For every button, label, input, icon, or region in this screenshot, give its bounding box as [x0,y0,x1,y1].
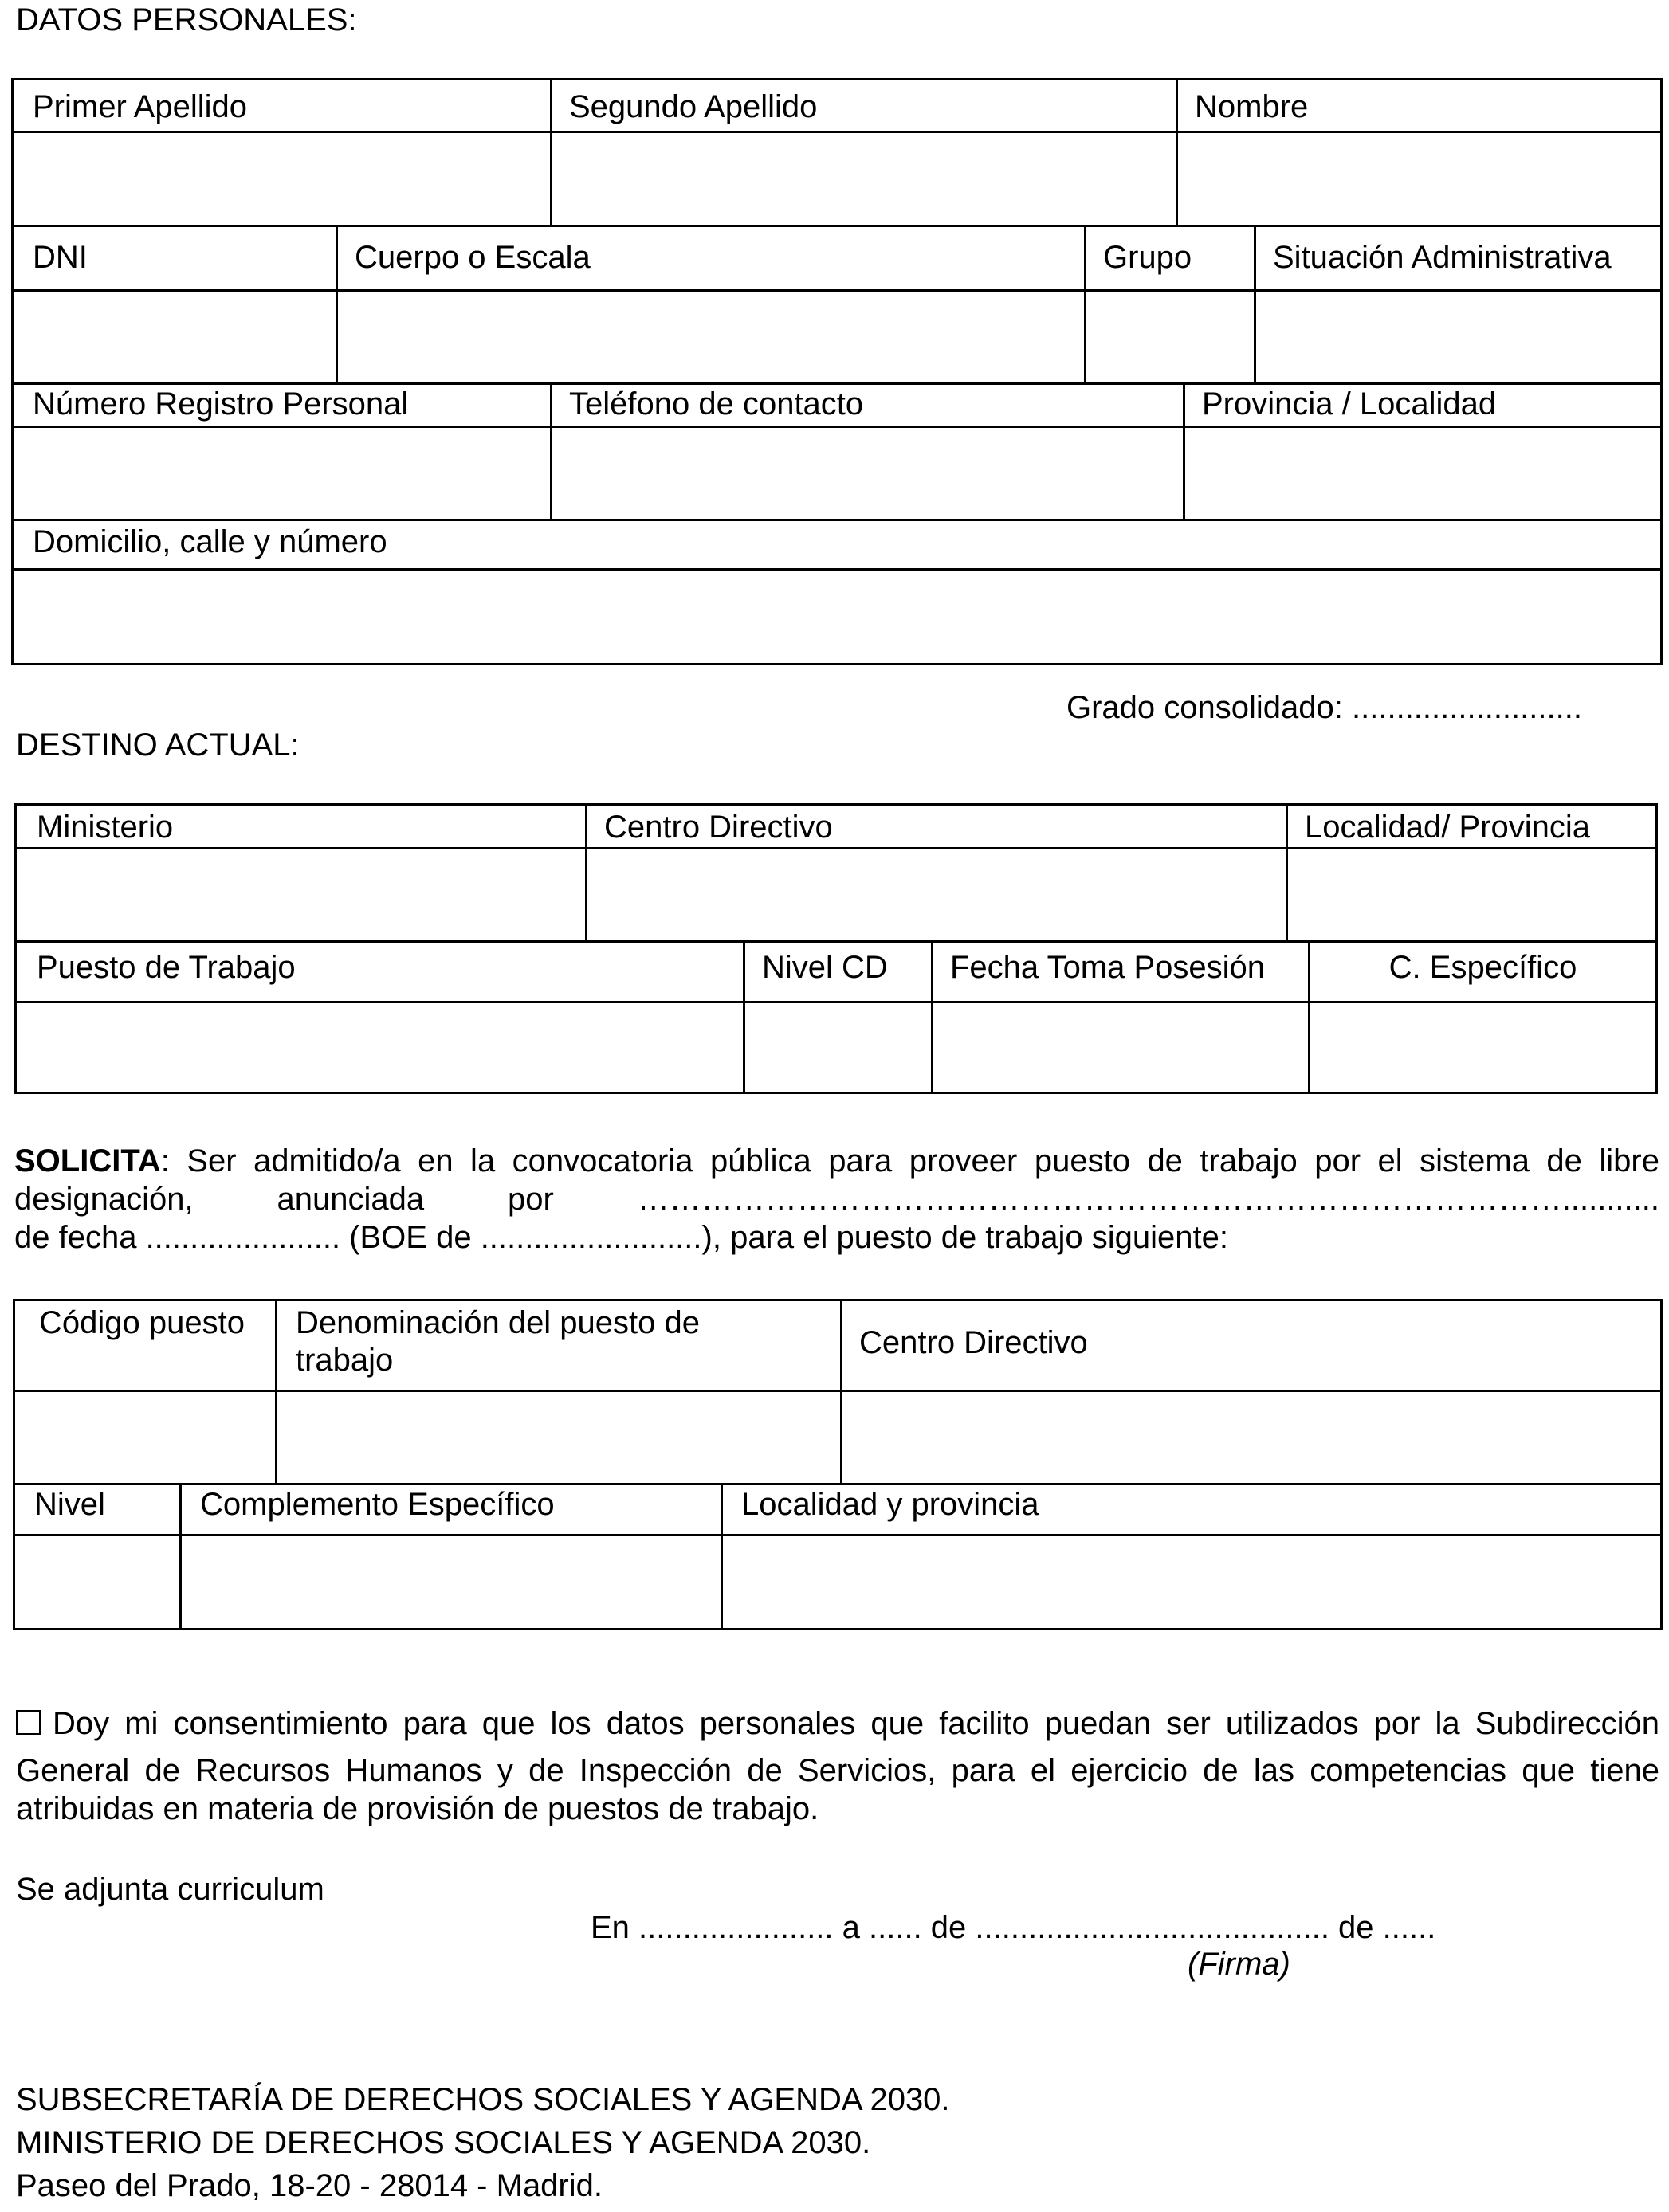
nivel-cd-label: Nivel CD [762,950,888,985]
primer-apellido-label: Primer Apellido [33,89,248,124]
nivel-cd-field[interactable] [747,1005,929,1090]
solicita-line-1 [14,1142,1659,1180]
solicita-line-2: designación, anunciada por ……………………………………………………………………………........... [14,1182,1659,1217]
numero-registro-personal-field[interactable] [16,429,548,517]
solicita-paragraph [14,1142,1659,1257]
primer-apellido-field[interactable] [16,135,548,223]
grupo-label: Grupo [1103,240,1192,275]
ministerio-field[interactable] [19,851,583,939]
centro-directivo-field[interactable] [589,851,1284,939]
complemento-especifico-field[interactable] [183,1538,719,1626]
cuerpo-escala-label: Cuerpo o Escala [355,240,591,275]
denominacion-puesto-label-2: trabajo [296,1343,394,1378]
complemento-especifico-label: Complemento Específico [200,1487,555,1522]
dni-field[interactable] [16,293,334,381]
nivel-field[interactable] [18,1538,178,1626]
ministerio-label: Ministerio [37,810,174,845]
puesto-trabajo-label: Puesto de Trabajo [37,950,296,985]
puesto-solicitado-table [13,1299,1663,1630]
adjunta-curriculum: Se adjunta curriculum [16,1872,324,1907]
fecha-lugar-line: En ...................... a ...... de ........................................ de ...... [591,1910,1436,1945]
destino-actual-heading: DESTINO ACTUAL: [16,728,300,763]
centro-directivo-label: Centro Directivo [859,1325,1088,1360]
solicita-text: : Ser admitido/a en la convocatoria pública para proveer puesto de trabajo por el sistema de libre [160,1143,1659,1179]
fecha-toma-posesion-label: Fecha Toma Posesión [950,950,1266,985]
codigo-puesto-field[interactable] [18,1394,273,1481]
firma-label: (Firma) [1188,1947,1290,1982]
complemento-especifico-label: C. Específico [1388,950,1577,985]
dni-label: DNI [33,240,88,275]
provincia-localidad-label: Provincia / Localidad [1202,386,1497,422]
nivel-label: Nivel [34,1487,105,1522]
destino-actual-table [14,803,1658,1094]
localidad-provincia-field[interactable] [1290,851,1653,939]
provincia-localidad-field[interactable] [1187,429,1658,517]
personal-data-heading: DATOS PERSONALES: [16,2,357,37]
segundo-apellido-field[interactable] [554,135,1174,223]
puesto-trabajo-field[interactable] [19,1005,741,1090]
nombre-field[interactable] [1180,135,1658,223]
grupo-field[interactable] [1088,293,1252,381]
denominacion-puesto-label-1: Denominación del puesto de [296,1305,701,1340]
telefono-contacto-field[interactable] [554,429,1181,517]
footer-line-3: Paseo del Prado, 18-20 - 28014 - Madrid. [16,2168,603,2203]
complemento-especifico-field[interactable] [1312,1005,1653,1090]
localidad-provincia-label: Localidad y provincia [741,1487,1039,1522]
codigo-puesto-label: Código puesto [39,1305,245,1340]
situacion-administrativa-label: Situación Administrativa [1273,240,1612,275]
grado-consolidado: Grado consolidado: .......................... [1066,690,1582,725]
consent-line-3: atribuidas en materia de provisión de puestos de trabajo. [16,1791,819,1826]
localidad-provincia-field[interactable] [725,1538,1658,1626]
solicita-line-3: de fecha ...................... (BOE de .........................), para el puesto de trabajo siguiente: [14,1220,1228,1255]
fecha-toma-posesion-field[interactable] [935,1005,1306,1090]
consent-text: Doy mi consentimiento para que los datos personales que facilito puedan ser utilizados por la Subdirección [53,1706,1659,1741]
numero-registro-personal-label: Número Registro Personal [33,386,409,422]
consent-line-1 [16,1704,1659,1743]
cuerpo-escala-field[interactable] [340,293,1082,381]
domicilio-label: Domicilio, calle y número [33,524,387,559]
nombre-label: Nombre [1195,89,1309,124]
domicilio-field[interactable] [16,572,1658,661]
consent-paragraph [16,1704,1659,1828]
solicita-keyword: SOLICITA [14,1143,161,1179]
footer-line-2: MINISTERIO DE DERECHOS SOCIALES Y AGENDA 2030. [16,2125,871,2160]
footer-line-1: SUBSECRETARÍA DE DERECHOS SOCIALES Y AGENDA 2030. [16,2082,950,2117]
personal-data-table [11,78,1663,665]
centro-directivo-label: Centro Directivo [604,810,833,845]
consent-checkbox[interactable] [16,1710,41,1735]
centro-directivo-field[interactable] [844,1394,1658,1481]
consent-line-2: General de Recursos Humanos y de Inspección de Servicios, para el ejercicio de las competencias que tiene [16,1753,1659,1788]
telefono-contacto-label: Teléfono de contacto [569,386,864,422]
denominacion-puesto-field[interactable] [279,1394,838,1481]
situacion-administrativa-field[interactable] [1258,293,1658,381]
segundo-apellido-label: Segundo Apellido [569,89,818,124]
localidad-provincia-label: Localidad/ Provincia [1305,810,1590,845]
